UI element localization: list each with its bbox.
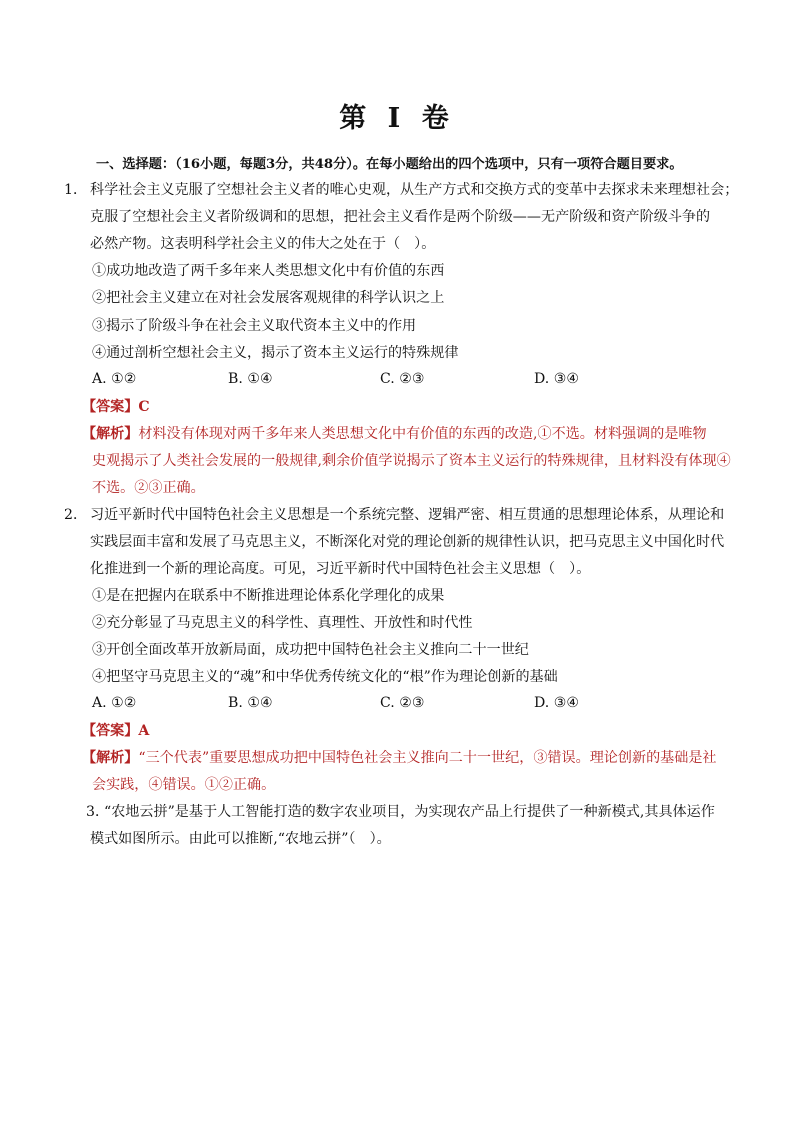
- section-heading: 一、选择题：（16小题，每题3分，共48分）。在每小题给出的四个选项中，只有一项符合题目要求。: [96, 157, 683, 172]
- question-number: 2．: [64, 507, 88, 523]
- choice-d: D. ③④: [534, 695, 580, 711]
- statement-item: ③揭示了阶级斗争在社会主义取代资本主义中的作用: [92, 318, 417, 334]
- question-stem-line: 科学社会主义克服了空想社会主义者的唯心史观，从生产方式和交换方式的变革中去探求未来理想社会；: [90, 182, 739, 198]
- choice-c: C. ②③: [380, 371, 425, 387]
- analysis-line: [82, 749, 717, 767]
- choice-c: C. ②③: [380, 695, 425, 711]
- answer-line: [82, 398, 150, 416]
- statement-item: ①是在把握内在联系中不断推进理论体系化学理化的成果: [92, 588, 445, 604]
- statement-item: ①成功地改造了两千多年来人类思想文化中有价值的东西: [92, 263, 445, 279]
- choice-b: B. ①④: [228, 695, 273, 711]
- analysis-line: 会实践，④错误。①②正确。: [92, 777, 276, 793]
- analysis-line: 不选。②③正确。: [92, 480, 205, 496]
- statement-item: ②把社会主义建立在对社会发展客观规律的科学认识之上: [92, 290, 445, 306]
- analysis-text: “三个代表”重要思想成功把中国特色社会主义推向二十一世纪，③错误。理论创新的基础是社: [138, 750, 717, 766]
- statement-item: ④通过剖析空想社会主义，揭示了资本主义运行的特殊规律: [92, 345, 459, 361]
- question-stem-line: 习近平新时代中国特色社会主义思想是一个系统完整、逻辑严密、相互贯通的思想理论体系，从理论和: [90, 507, 725, 523]
- choice-d: D. ③④: [534, 371, 580, 387]
- analysis-line: [82, 425, 707, 443]
- question-stem-line: 实践层面丰富和发展了马克思主义，不断深化对党的理论创新的规律性认识，把马克思主义中国化时代: [90, 534, 725, 550]
- answer-tag: 【答案】: [82, 399, 139, 415]
- question-stem-line: 化推进到一个新的理论高度。可见，习近平新时代中国特色社会主义思想（ ）。: [90, 561, 591, 577]
- choice-a: A. ①②: [92, 695, 137, 711]
- answer-value: C: [138, 399, 150, 415]
- question-stem-line: “农地云拼”是基于人工智能打造的数字农业项目，为实现农产品上行提供了一种新模式,其具体运作: [104, 804, 715, 820]
- analysis-text: 材料没有体现对两千多年来人类思想文化中有价值的东西的改造,①不选。材料强调的是唯物: [138, 426, 707, 442]
- analysis-tag: 【解析】: [82, 750, 139, 766]
- choice-b: B. ①④: [228, 371, 273, 387]
- analysis-line: 史观揭示了人类社会发展的一般规律,剩余价值学说揭示了资本主义运行的特殊规律，且材料没有体现④: [92, 453, 731, 469]
- question-number: 1．: [64, 182, 88, 198]
- question-stem-line: 必然产物。这表明科学社会主义的伟大之处在于（ ）。: [90, 236, 436, 252]
- answer-tag: 【答案】: [82, 723, 139, 739]
- question-stem-line: 模式如图所示。由此可以推断,“农地云拼”（ ）。: [90, 831, 391, 847]
- answer-line: [82, 722, 149, 740]
- question-number: 3．: [86, 804, 110, 820]
- statement-item: ③开创全面改革开放新局面，成功把中国特色社会主义推向二十一世纪: [92, 642, 529, 658]
- analysis-tag: 【解析】: [82, 426, 139, 442]
- statement-item: ④把坚守马克思主义的“魂”和中华优秀传统文化的“根”作为理论创新的基础: [92, 669, 558, 685]
- answer-value: A: [138, 723, 150, 739]
- choice-a: A. ①②: [92, 371, 137, 387]
- question-stem-line: 克服了空想社会主义者阶级调和的思想，把社会主义看作是两个阶级——无产阶级和资产阶级斗争的: [90, 209, 711, 225]
- page-title: 第 I 卷: [339, 103, 455, 134]
- statement-item: ②充分彰显了马克思主义的科学性、真理性、开放性和时代性: [92, 615, 473, 631]
